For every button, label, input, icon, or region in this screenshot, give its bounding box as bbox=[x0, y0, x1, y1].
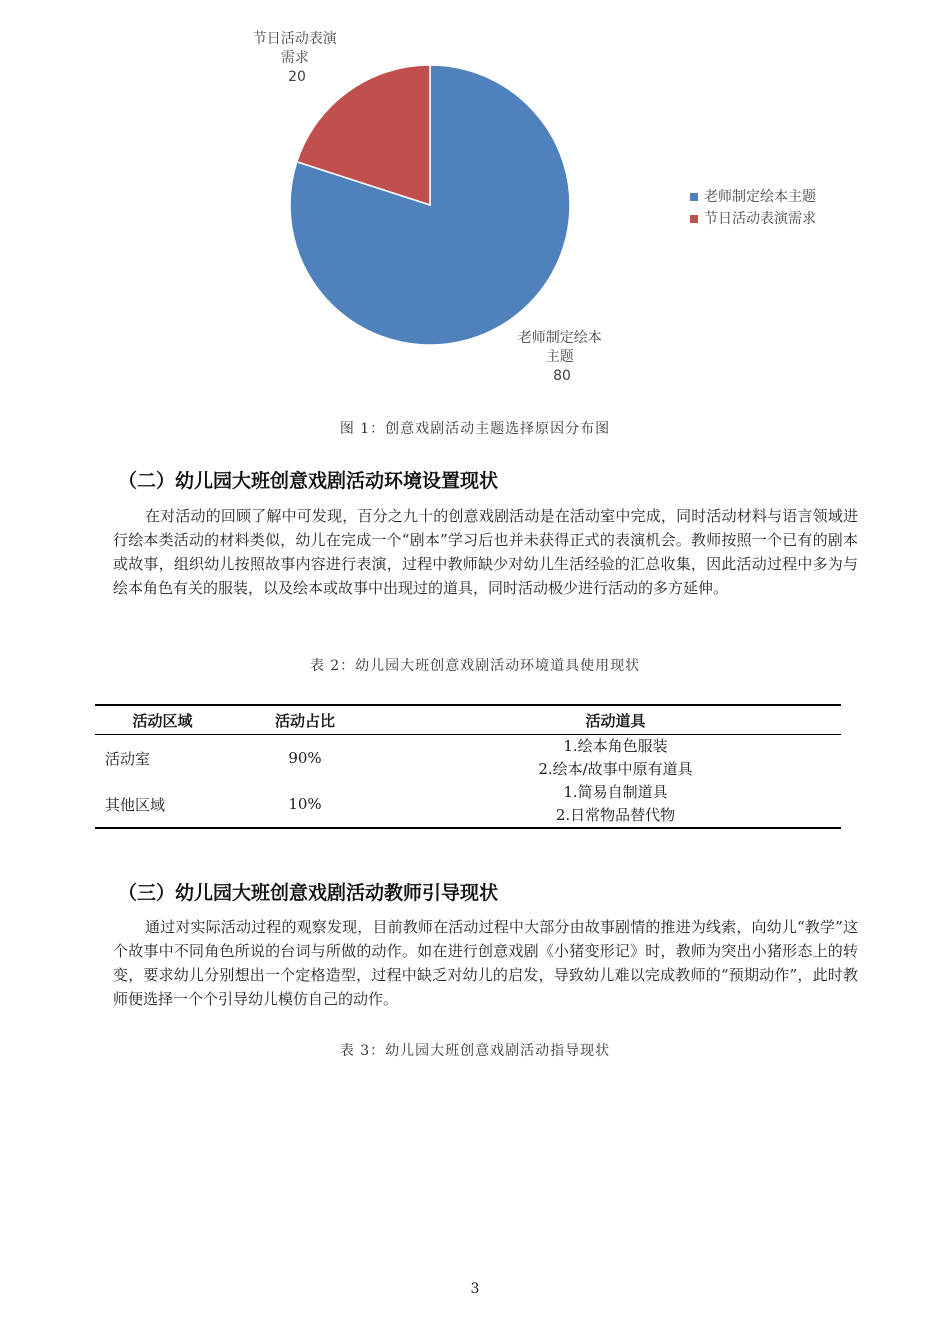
prop-item: 2.绘本/故事中原有道具 bbox=[538, 760, 693, 778]
section-heading-guidance: （三）幼儿园大班创意戏剧活动教师引导现状 bbox=[118, 882, 499, 904]
prop-item: 2.日常物品替代物 bbox=[555, 806, 676, 824]
header-props: 活动道具 bbox=[390, 705, 841, 735]
table-caption: 表 3：幼儿园大班创意戏剧活动指导现状 bbox=[339, 1043, 611, 1059]
props-table bbox=[95, 704, 841, 829]
header-ratio: 活动占比 bbox=[220, 705, 390, 735]
slice-label-festival: 节日活动表演 需求 20 bbox=[252, 31, 337, 85]
table-caption: 表 2：幼儿园大班创意戏剧活动环境道具使用现状 bbox=[309, 658, 641, 674]
page-number: 3 bbox=[470, 1281, 480, 1297]
prop-item: 1.简易自制道具 bbox=[563, 783, 668, 801]
legend-entry-teacher bbox=[690, 186, 816, 208]
cell-props bbox=[390, 735, 841, 782]
prop-item: 1.绘本角色服装 bbox=[563, 737, 668, 755]
paragraph-environment: 在对活动的回顾了解中可发现，百分之九十的创意戏剧活动是在活动室中完成，同时活动材料与语言领域进行绘本类活动的材料类似，幼儿在完成一个“剧本”学习后也并未获得正式的表演机会。教师按照一个已有的剧本或故事，组织幼儿按照故事内容进行表演，过程中教师缺少对幼儿生活经验的汇总收集，因此活动过程中多为与绘本角色有关的服装，以及绘本或故事中出现过的道具，同时活动极少进行活动的多方延伸。 bbox=[113, 507, 858, 597]
cell-area: 其他区域 bbox=[95, 781, 220, 828]
cell-ratio: 10% bbox=[220, 781, 390, 828]
figure-caption: 图 1：创意戏剧活动主题选择原因分布图 bbox=[339, 421, 611, 437]
header-area: 活动区域 bbox=[95, 705, 220, 735]
table-row bbox=[95, 735, 841, 782]
slice-label-teacher: 老师制定绘本 主题 80 bbox=[517, 330, 602, 384]
cell-ratio: 90% bbox=[288, 749, 322, 767]
cell-props bbox=[390, 781, 841, 828]
legend-swatch-red bbox=[690, 215, 698, 223]
cell-area: 活动室 bbox=[105, 749, 151, 768]
legend-label: 老师制定绘本主题 bbox=[704, 189, 816, 205]
table-header-row bbox=[95, 705, 841, 735]
paragraph-guidance: 通过对实际活动过程的观察发现，目前教师在活动过程中大部分由故事剧情的推进为线索，向幼儿“教学”这个故事中不同角色所说的台词与所做的动作。如在进行创意戏剧《小猪变形记》时，教师为突出小猪形态上的转变，要求幼儿分别想出一个定格造型，过程中缺乏对幼儿的启发，导致幼儿难以完成教师的“预期动作”，此时教师便选择一个个引导幼儿模仿自己的动作。 bbox=[113, 918, 858, 1008]
pie-chart bbox=[180, 20, 700, 390]
section-heading-environment: （二）幼儿园大班创意戏剧活动环境设置现状 bbox=[118, 470, 499, 492]
table-row bbox=[95, 781, 841, 828]
legend-entry-festival bbox=[690, 208, 816, 230]
legend-label: 节日活动表演需求 bbox=[704, 211, 816, 227]
legend-swatch-blue bbox=[690, 193, 698, 201]
chart-legend bbox=[690, 186, 816, 230]
